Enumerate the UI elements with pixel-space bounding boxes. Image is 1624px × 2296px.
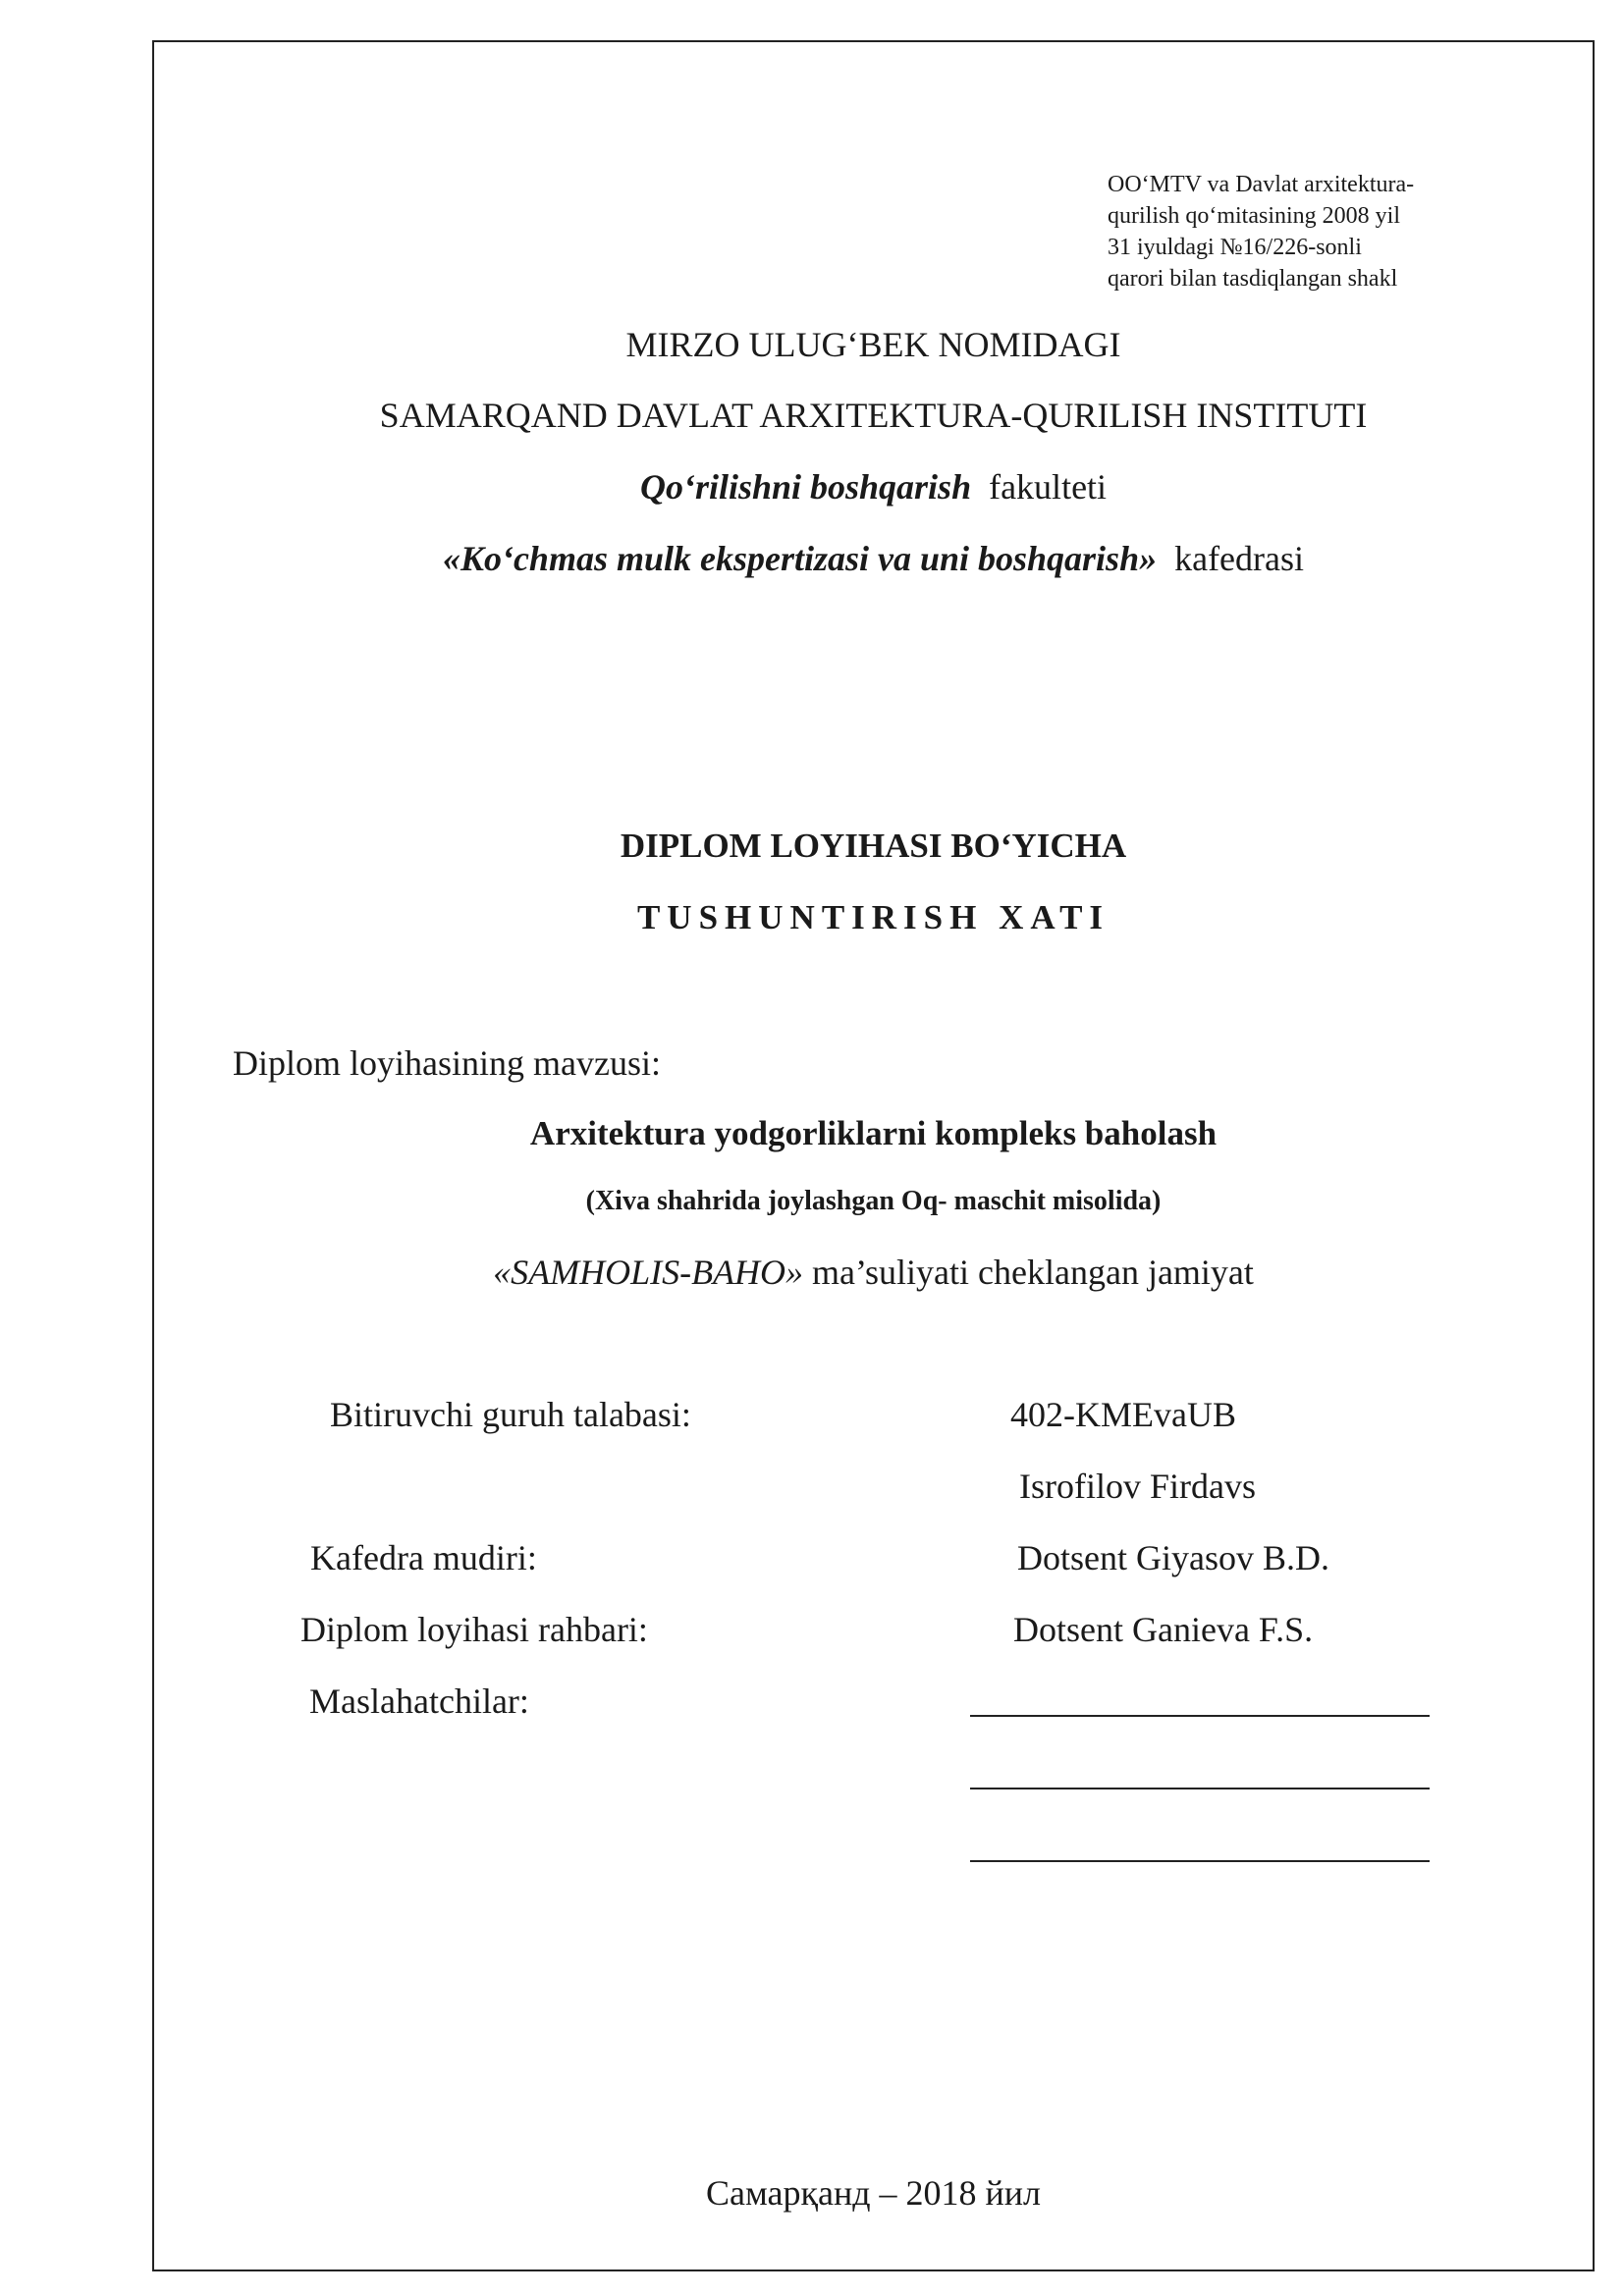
department-name: «Ko‘chmas mulk ekspertizasi va uni boshqarish» <box>442 539 1158 578</box>
faculty-name: Qo‘rilishni boshqarish <box>639 467 972 507</box>
faculty-line <box>152 466 1595 507</box>
consultant-blank-3 <box>970 1860 1430 1862</box>
supervisor-name: Dotsent Ganieva F.S. <box>1013 1610 1314 1649</box>
institution-line-2: SAMARQAND DAVLAT ARXITEKTURA-QURILISH INSTITUTI <box>379 396 1368 435</box>
approval-note <box>1108 169 1414 294</box>
student-name: Isrofilov Firdavs <box>1019 1467 1256 1506</box>
consultants-label: Maslahatchilar: <box>309 1682 529 1721</box>
approval-line-2: qurilish qo‘mitasining 2008 yil <box>1108 203 1400 229</box>
company-suffix: ma’suliyati cheklangan jamiyat <box>812 1253 1254 1292</box>
approval-line-4: qarori bilan tasdiqlangan shakl <box>1108 266 1398 292</box>
topic-label: Diplom loyihasining mavzusi: <box>233 1043 661 1083</box>
consultant-blank-2 <box>970 1788 1430 1789</box>
student-group: 402-KMEvaUB <box>1010 1395 1236 1434</box>
department-suffix: kafedrasi <box>1174 539 1305 578</box>
head-label: Kafedra mudiri: <box>310 1538 537 1577</box>
student-label: Bitiruvchi guruh talabasi: <box>330 1395 691 1434</box>
document-title-line-1: DIPLOM LOYIHASI BO‘YICHA <box>620 827 1127 865</box>
document-title-line-2: TUSHUNTIRISH XATI <box>636 898 1110 936</box>
place-year: Самарқанд – 2018 йил <box>705 2173 1042 2213</box>
company-line <box>152 1252 1595 1293</box>
supervisor-label: Diplom loyihasi rahbari: <box>300 1610 648 1649</box>
topic-subtitle: (Xiva shahrida joylashgan Oq- maschit misolida) <box>585 1186 1162 1216</box>
company-name: «SAMHOLIS-BAHO» <box>493 1253 804 1292</box>
topic-title: Arxitektura yodgorliklarni kompleks baholash <box>529 1114 1218 1152</box>
consultant-blank-1 <box>970 1715 1430 1717</box>
faculty-suffix: fakulteti <box>989 467 1108 507</box>
approval-line-1: OO‘MTV va Davlat arxitektura- <box>1108 172 1415 197</box>
department-line <box>152 538 1595 579</box>
head-name: Dotsent Giyasov B.D. <box>1017 1538 1329 1577</box>
approval-line-3: 31 iyuldagi №16/226-sonli <box>1108 235 1362 260</box>
institution-line-1: MIRZO ULUG‘BEK NOMIDAGI <box>625 325 1121 364</box>
page-border <box>152 40 1595 2271</box>
